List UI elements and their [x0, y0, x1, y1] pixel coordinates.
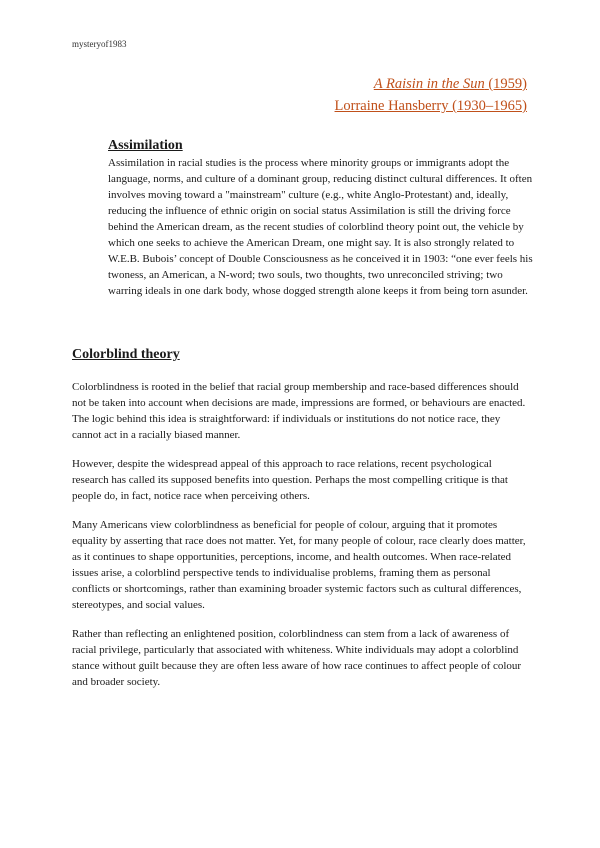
colorblind-paragraph: Colorblindness is rooted in the belief that racial group membership and race-based differences should not be taken into account when decisions are made, impressions are formed, or behaviours are enacted. The logic behind this idea is straightforward: if individuals or institutions do not notice race, they cannot act in a racially biased manner. [72, 381, 526, 441]
work-title-line [335, 73, 527, 95]
title-block [335, 73, 527, 117]
header-tag: mysteryof1983 [72, 39, 127, 49]
colorblind-paragraph: However, despite the widespread appeal of this approach to race relations, recent psychological research has called its supposed benefits into question. Perhaps the most compelling critique is that people do, in fact, notice race when perceiving others. [72, 458, 508, 502]
assimilation-section [108, 137, 533, 299]
colorblind-heading: Colorblind theory [72, 347, 180, 362]
colorblind-section [72, 346, 530, 703]
work-title: A Raisin in the Sun [373, 76, 485, 92]
author-line: Lorraine Hansberry (1930–1965) [334, 98, 527, 114]
work-year: (1959) [488, 76, 527, 92]
assimilation-heading: Assimilation [108, 138, 183, 153]
colorblind-paragraph: Rather than reflecting an enlightened position, colorblindness can stem from a lack of awareness of racial privilege, particularly that associated with whiteness. White individuals may adopt a colorblind stance without guilt because they are often less aware of how race continues to affect people of colour and broader society. [72, 628, 522, 688]
colorblind-paragraph: Many Americans view colorblindness as beneficial for people of colour, arguing that it promotes equality by asserting that race does not matter. Yet, for many people of colour, race clearly does matter, as it continues to shape opportunities, perceptions, income, and health outcomes. When race-related issues arise, a colorblind perspective tends to individualise problems, framing them as personal conflicts or shortcomings, rather than examining broader systemic factors such as cultural differences, stereotypes, and social values. [72, 519, 526, 611]
assimilation-body: Assimilation in racial studies is the process where minority groups or immigrants adopt the language, norms, and culture of a dominant group, reducing distinct cultural differences. It often involves moving toward a "mainstream" culture (e.g., white Anglo-Protestant) and, ideally, reducing the influence of ethnic origin on social status Assimilation is still the driving force behind the American dream, as the recent studies of colorblind theory point out, the vehicle by which one seeks to achieve the American Dream, one might say. It is also strongly related to W.E.B. Bubois’ concept of Double Consciousness as he conceived it in 1903: “one ever feels his twoness, an American, a N-word; two souls, two thoughts, two unreconciled striving; two warring ideals in one dark body, whose dogged strength alone keeps it from being torn asunder. [108, 157, 533, 297]
